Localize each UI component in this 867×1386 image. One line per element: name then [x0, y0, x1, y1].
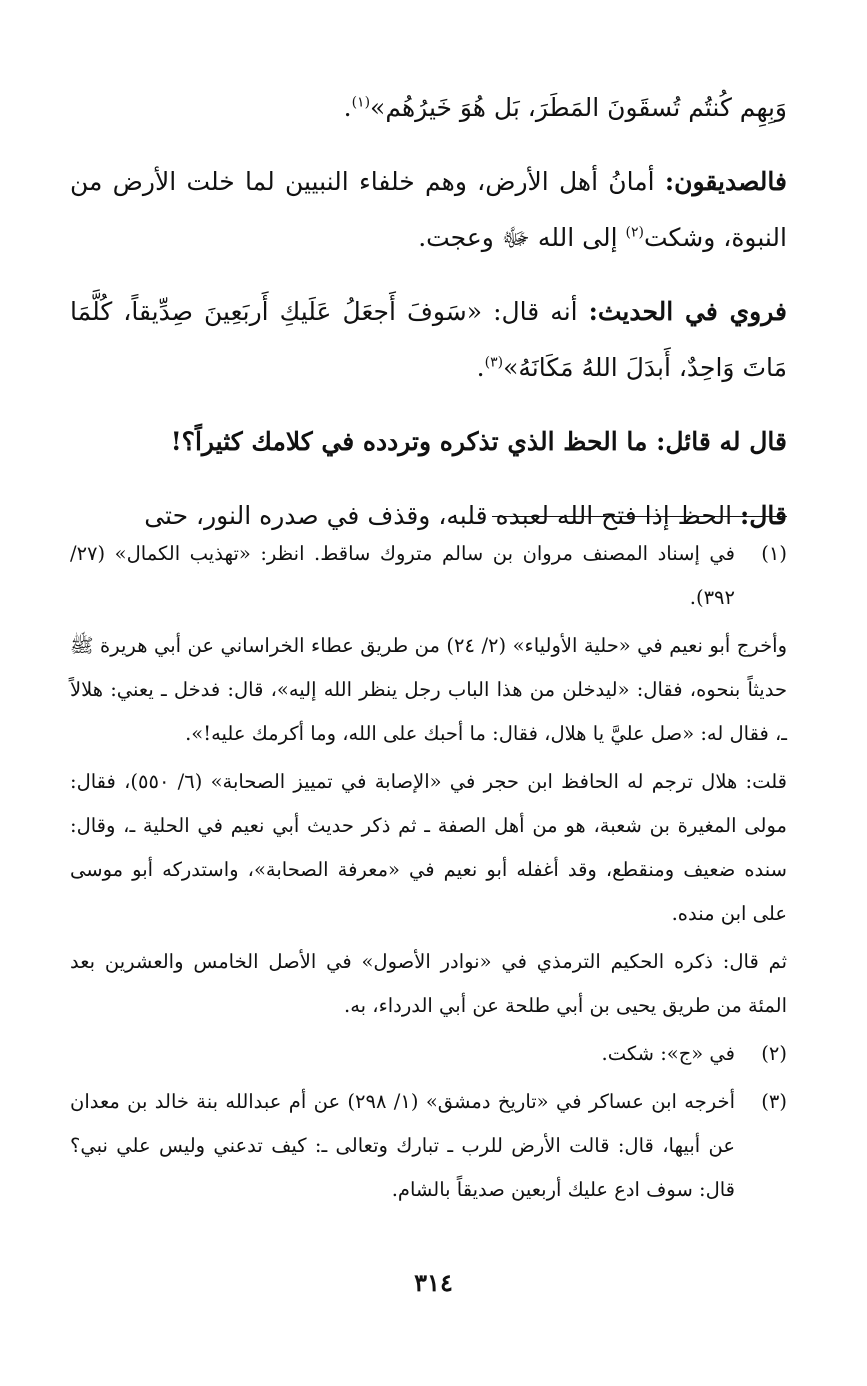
footnote-number: (٢)	[761, 1042, 787, 1065]
paragraph-1	[70, 80, 787, 136]
period: .	[476, 353, 485, 382]
period: .	[343, 93, 352, 122]
quote-text: وَبِهِم كُنتُم تُسقَونَ المَطَرَ، بَل هُوَ خَيرُهُم»	[370, 93, 787, 122]
footnote-number: (١)	[761, 542, 787, 565]
footnote-ref-1[interactable]: (١)	[351, 94, 371, 111]
footnote-text: في «ج»: شكت.	[601, 1042, 735, 1065]
lead-word: قال:	[740, 501, 787, 530]
paragraph-text: ما الحظ الذي تذكره وتردده في كلامك كثيراً؟!	[170, 427, 657, 456]
paragraph-4	[70, 414, 787, 470]
footnote-separator	[492, 516, 787, 517]
footnote-text: أخرجه ابن عساكر في «تاريخ دمشق» (١/ ٢٩٨) عن أم عبدالله بنة خالد بن معدان عن أبيها، قال: قالت الأرض للرب ـ تبارك وتعالى ـ: كيف تدعني وليس علي نبي؟ قال: سوف ادع عليك أربعين صديقاً بالشام.	[70, 1090, 736, 1201]
footnote-number: (٣)	[761, 1090, 787, 1113]
paragraph-text: الحظ إذا فتح الله لعبده قلبه، وقذف في صدره النور، حتى	[144, 501, 741, 530]
paragraph-2	[70, 154, 787, 266]
lead-word: فالصديقون:	[664, 167, 787, 196]
footnote-1-continuation: قلت: هلال ترجم له الحافظ ابن حجر في «الإصابة في تمييز الصحابة» (٦/ ٥٥٠)، فقال: مولى المغيرة بن شعبة، هو من أهل الصفة ـ ثم ذكر حديث أبي نعيم في الحلية ـ، وقال: سنده ضعيف ومنقطع، وقد أغفله أبو نعيم في «معرفة الصحابة»، واستدركه أبو موسى على ابن منده.	[70, 770, 787, 925]
footnote-1	[70, 532, 787, 620]
paragraph-3	[70, 284, 787, 396]
footnote-ref-2[interactable]: (٢)	[625, 224, 644, 241]
paragraph-text: أمانُ أهل الأرض، وهم خلفاء النبيين لما خلت الأرض من النبوة، وشكت	[70, 167, 787, 252]
footnote-text: في إسناد المصنف مروان بن سالم متروك ساقط. انظر: «تهذيب الكمال» (٢٧/ ٣٩٢).	[70, 542, 735, 609]
paragraph-text: أنه قال: «سَوفَ أَجعَلُ عَلَيكِ أَربَعِينَ صِدِّيقاً، كُلَّمَا مَاتَ وَاحِدٌ، أَبدَلَ اللهُ مَكَانَهُ»	[70, 297, 787, 382]
page-number: ٣١٤	[414, 1268, 453, 1297]
lead-word: قال له قائل:	[656, 427, 787, 456]
footnote-1-continuation: وأخرج أبو نعيم في «حلية الأولياء» (٢/ ٢٤) من طريق عطاء الخراساني عن أبي هريرة ﷺ حديثاً بنحوه، فقال: «ليدخلن من هذا الباب رجل ينظر الله إليه»، قال: فدخل ـ يعني: هلالاً ـ، فقال له: «صل عليَّ يا هلال، فقال: ما أحبك على الله، وما أكرمك عليه!».	[70, 634, 787, 745]
footnote-ref-3[interactable]: (٣)	[484, 354, 504, 371]
footnote-2	[70, 1032, 787, 1076]
lead-word: فروي في الحديث:	[588, 297, 788, 326]
paragraph-text: إلى الله ﷻ وعجت.	[418, 223, 626, 252]
footnote-1-continuation: ثم قال: ذكره الحكيم الترمذي في «نوادر الأصول» في الأصل الخامس والعشرين بعد المئة من طريق يحيى بن أبي طلحة عن أبي الدرداء، به.	[70, 950, 787, 1017]
footnotes	[70, 532, 787, 1216]
footnote-3	[70, 1080, 787, 1212]
main-text	[70, 80, 787, 562]
